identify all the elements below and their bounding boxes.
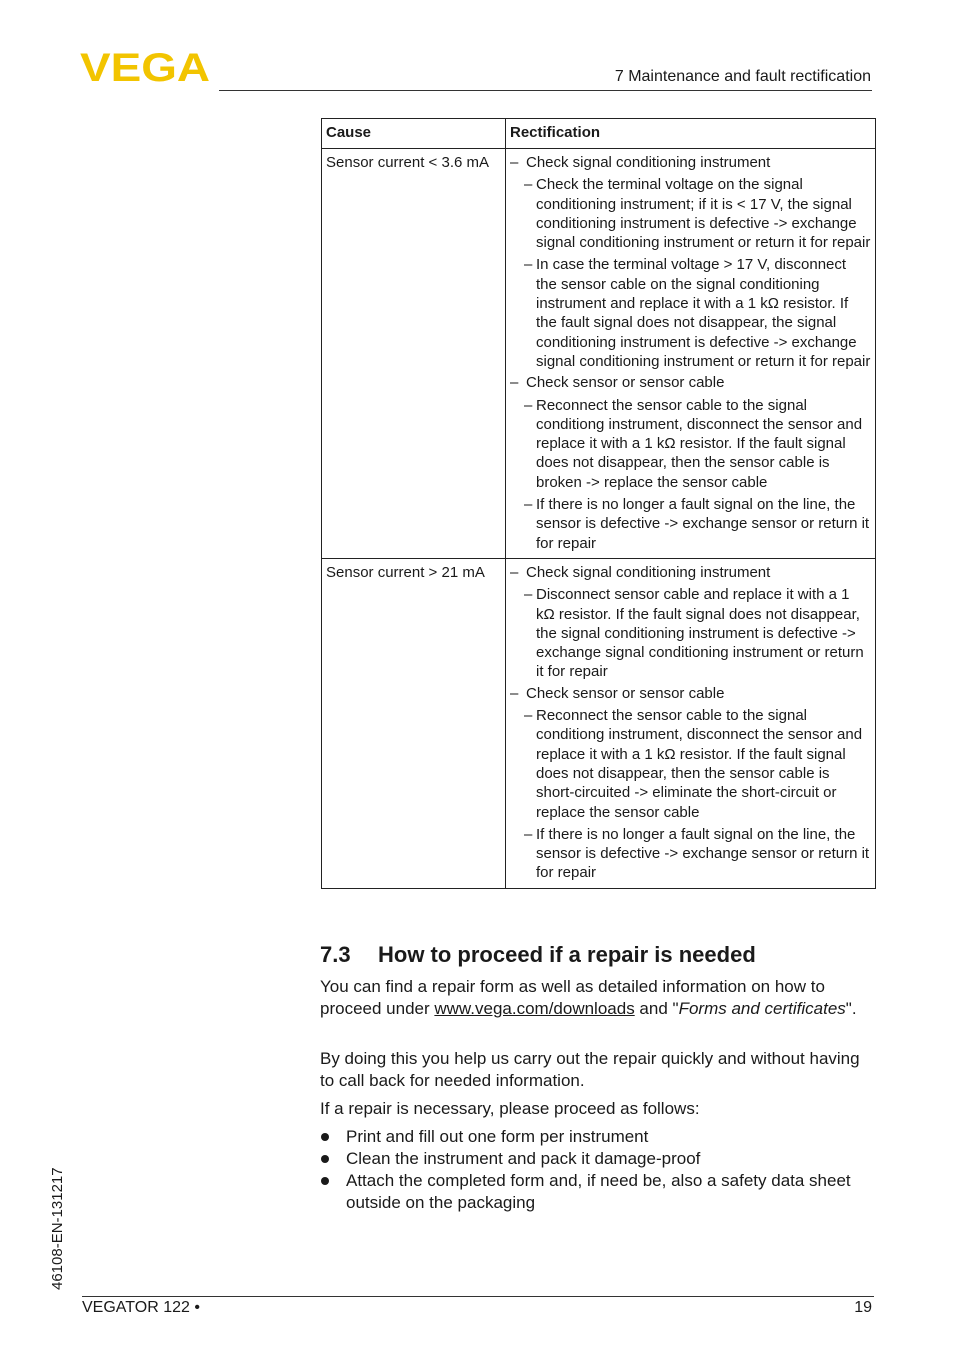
cause-cell: Sensor current < 3.6 mA xyxy=(322,149,506,559)
rectification-item: – Check sensor or sensor cable xyxy=(510,373,871,392)
section-title: How to proceed if a repair is needed xyxy=(378,942,756,967)
rectification-item: – Check signal conditioning instrument xyxy=(510,153,871,172)
subitem-text: If there is no longer a fault signal on the line, the sensor is defective -> exchange sensor or return it for repair xyxy=(536,496,870,552)
cause-cell: Sensor current > 21 mA xyxy=(322,558,506,888)
rectification-subitem: – If there is no longer a fault signal on the line, the sensor is defective -> exchange sensor or return it for repair xyxy=(524,825,870,882)
subitem-text: Reconnect the sensor cable to the signal conditiong instrument, disconnect the sensor and replace it with a 1 kΩ resistor. If the fault signal does not disappear, then the sensor cable is short-circuited -> eliminate the short-circuit or replace the sensor cable xyxy=(536,707,863,821)
rectification-cell xyxy=(506,558,876,888)
downloads-link[interactable]: www.vega.com/downloads xyxy=(434,998,635,1018)
section-number: 7.3 xyxy=(320,942,351,967)
rectification-item: – Check signal conditioning instrument xyxy=(510,563,871,582)
fault-table xyxy=(321,118,876,889)
rectification-subitem: – In case the terminal voltage > 17 V, disconnect the sensor cable on the signal conditioning instrument and replace it with a 1 kΩ resistor. If the fault signal does not disappear, the signal conditioning instrument is defective -> exchange signal conditioning instrument or return it for repair xyxy=(524,256,871,370)
rectification-subitem: – If there is no longer a fault signal on the line, the sensor is defective -> exchange sensor or return it for repair xyxy=(524,496,870,552)
subitem-text: Check the terminal voltage on the signal conditioning instrument; if it is < 17 V, the signal conditioning instrument is defective -> exchange signal conditioning instrument or return it for repair xyxy=(536,176,871,252)
paragraph-text: and " xyxy=(634,998,679,1018)
header-divider xyxy=(219,90,872,91)
rectification-subitem: – Disconnect sensor cable and replace it with a 1 kΩ resistor. If the fault signal does not disappear, the signal conditioning instrument is defective -> exchange signal conditioning instrument or return it for repair xyxy=(524,586,864,681)
page-number: 19 xyxy=(854,1299,872,1316)
subitem-text: If there is no longer a fault signal on the line, the sensor is defective -> exchange sensor or return it for repair xyxy=(536,825,870,882)
column-header-rectification: Rectification xyxy=(506,119,876,149)
list-item: Attach the completed form and, if need be, also a safety data sheet outside on the packaging xyxy=(320,1170,872,1213)
subitem-text: Reconnect the sensor cable to the signal conditiong instrument, disconnect the sensor and replace it with a 1 kΩ resistor. If the fault signal does not disappear, then the sensor cable is broken -> replace the sensor cable xyxy=(536,396,863,491)
document-number: 46108-EN-131217 xyxy=(49,1167,66,1290)
rectification-subitem: – Reconnect the sensor cable to the signal conditiong instrument, disconnect the sensor and replace it with a 1 kΩ resistor. If the fault signal does not disappear, then the sensor cable is broken -> replace the sensor cable xyxy=(524,396,863,491)
rectification-subitem: – Reconnect the sensor cable to the signal conditiong instrument, disconnect the sensor and replace it with a 1 kΩ resistor. If the fault signal does not disappear, then the sensor cable is short-circuited -> eliminate the short-circuit or replace the sensor cable xyxy=(524,707,863,821)
footer-product: VEGATOR 122 • xyxy=(82,1299,200,1316)
vega-logo xyxy=(80,50,212,84)
repair-steps-list xyxy=(320,1126,872,1214)
footer-divider xyxy=(82,1296,874,1297)
table-header-row xyxy=(322,119,876,149)
rectification-cell xyxy=(506,149,876,559)
column-header-cause: Cause xyxy=(322,119,506,149)
paragraph-text: ". xyxy=(845,998,857,1018)
paragraph-text: You can find a repair form as well as detailed information on how to proceed under xyxy=(320,977,825,1018)
rectification-subitem: – Check the terminal voltage on the signal conditioning instrument; if it is < 17 V, the signal conditioning instrument is defective -> exchange signal conditioning instrument or return it for repair xyxy=(524,176,871,252)
paragraph-repair-form xyxy=(320,976,872,1019)
table-row xyxy=(322,149,876,559)
paragraph-proceed: If a repair is necessary, please proceed as follows: xyxy=(320,1099,700,1118)
subitem-text: Disconnect sensor cable and replace it with a 1 kΩ resistor. If the fault signal does not disappear, the signal conditioning instrument is defective -> exchange signal conditioning instrument or return it for repair xyxy=(536,586,864,681)
forms-emphasis: Forms and certificates xyxy=(678,998,846,1018)
header-section-title: 7 Maintenance and fault rectification xyxy=(614,68,871,85)
rectification-item: – Check sensor or sensor cable xyxy=(510,684,871,703)
table-row xyxy=(322,558,876,888)
subitem-text: In case the terminal voltage > 17 V, disconnect the sensor cable on the signal conditioning instrument and replace it with a 1 kΩ resistor. If the fault signal does not disappear, the signal conditioning instrument is defective -> exchange signal conditioning instrument or return it for repair xyxy=(536,256,871,370)
section-heading xyxy=(320,942,756,968)
paragraph-help: By doing this you help us carry out the repair quickly and without having to call back for needed information. xyxy=(320,1049,860,1090)
list-item: Clean the instrument and pack it damage-proof xyxy=(320,1148,872,1170)
list-item: Print and fill out one form per instrument xyxy=(320,1126,872,1148)
vega-logo-wordmark: VEGA xyxy=(80,50,210,84)
